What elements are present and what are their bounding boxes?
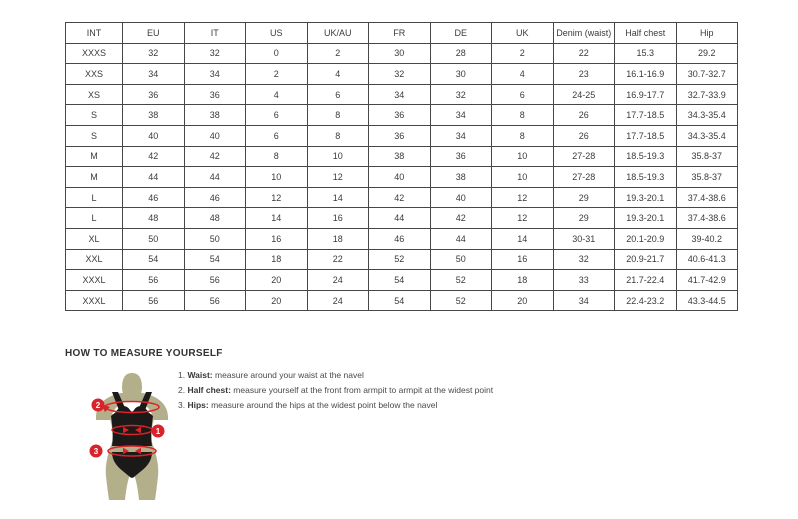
size-cell: 34 [123,64,185,85]
size-row [66,43,738,64]
size-cell: 4 [246,84,308,105]
column-header: Half chest [615,23,677,44]
size-cell: 54 [184,249,246,270]
size-row [66,64,738,85]
size-cell: 22 [553,43,615,64]
size-cell: 38 [430,167,492,188]
column-header: INT [66,23,123,44]
size-cell: 10 [492,146,554,167]
size-row [66,290,738,311]
step-text: measure yourself at the front from armpit to armpit at the widest point [230,385,494,395]
size-cell: 42 [369,187,431,208]
size-cell: 27-28 [553,167,615,188]
size-cell: 35.8-37 [676,146,738,167]
size-cell: 28 [430,43,492,64]
size-cell: 18 [492,270,554,291]
size-cell: 16.9-17.7 [615,84,677,105]
size-cell: 29 [553,208,615,229]
size-cell: 38 [123,105,185,126]
size-cell: 56 [184,270,246,291]
size-cell: 32.7-33.9 [676,84,738,105]
size-cell: 32 [369,64,431,85]
size-cell: S [66,125,123,146]
size-cell: 34 [184,64,246,85]
size-cell: 42 [123,146,185,167]
swimsuit-mannequin-illustration [85,370,188,504]
size-row [66,270,738,291]
column-header: FR [369,23,431,44]
size-cell: XXXS [66,43,123,64]
column-header: US [246,23,308,44]
size-cell: XXL [66,249,123,270]
size-cell: 34 [430,105,492,126]
size-cell: 16 [492,249,554,270]
size-cell: 24 [307,290,369,311]
size-cell: 8 [307,105,369,126]
step-label: Hips: [187,400,209,410]
size-cell: 36 [430,146,492,167]
size-cell: 46 [123,187,185,208]
column-header: Denim (waist) [553,23,615,44]
size-cell: 41.7-42.9 [676,270,738,291]
size-cell: S [66,105,123,126]
size-cell: 14 [492,228,554,249]
size-cell: 20 [246,270,308,291]
size-cell: 34 [369,84,431,105]
size-cell: 16 [246,228,308,249]
size-cell: 36 [123,84,185,105]
size-cell: 19.3-20.1 [615,187,677,208]
size-cell: L [66,187,123,208]
column-header: UK [492,23,554,44]
step-number: 3. [178,400,188,410]
size-cell: 30-31 [553,228,615,249]
size-cell: 23 [553,64,615,85]
measure-step [178,401,493,410]
size-cell: 43.3-44.5 [676,290,738,311]
size-cell: 56 [123,270,185,291]
size-cell: 8 [492,125,554,146]
step-number: 2. [178,385,188,395]
size-cell: 30 [369,43,431,64]
size-cell: 6 [246,125,308,146]
step-label: Half chest: [187,385,231,395]
size-cell: L [66,208,123,229]
size-cell: 32 [430,84,492,105]
size-cell: 33 [553,270,615,291]
size-cell: 34 [553,290,615,311]
size-cell: 16 [307,208,369,229]
size-row [66,187,738,208]
size-cell: 20 [492,290,554,311]
size-cell: 10 [246,167,308,188]
size-cell: 2 [246,64,308,85]
size-cell: 39-40.2 [676,228,738,249]
size-cell: 40 [123,125,185,146]
badge-waist-number: 1 [155,426,161,436]
size-cell: 46 [184,187,246,208]
size-cell: 35.8-37 [676,167,738,188]
size-row [66,105,738,126]
size-cell: 44 [123,167,185,188]
size-cell: 17.7-18.5 [615,125,677,146]
size-cell: 6 [246,105,308,126]
measure-steps [178,371,493,416]
column-header: Hip [676,23,738,44]
size-cell: 40 [184,125,246,146]
size-cell: 37.4-38.6 [676,187,738,208]
size-cell: 34.3-35.4 [676,125,738,146]
size-cell: XXS [66,64,123,85]
size-row [66,249,738,270]
size-cell: 52 [430,290,492,311]
size-cell: 40.6-41.3 [676,249,738,270]
size-cell: 56 [123,290,185,311]
header-row [66,23,738,44]
measurement-figure [85,370,188,504]
column-header: UK/AU [307,23,369,44]
size-chart-header [66,23,738,44]
size-cell: 36 [369,105,431,126]
size-cell: 42 [430,208,492,229]
step-number: 1. [178,370,188,380]
size-cell: 18.5-19.3 [615,146,677,167]
size-cell: 54 [369,290,431,311]
size-row [66,208,738,229]
size-cell: 21.7-22.4 [615,270,677,291]
size-cell: XXXL [66,270,123,291]
measure-section [65,348,725,508]
size-cell: 0 [246,43,308,64]
column-header: DE [430,23,492,44]
size-cell: 8 [246,146,308,167]
size-cell: 2 [307,43,369,64]
size-cell: 19.3-20.1 [615,208,677,229]
badge-hips-number: 3 [93,446,99,456]
size-cell: 10 [307,146,369,167]
size-cell: 24 [307,270,369,291]
size-cell: 16.1-16.9 [615,64,677,85]
size-cell: 27-28 [553,146,615,167]
size-cell: 20 [246,290,308,311]
column-header: IT [184,23,246,44]
size-cell: 30.7-32.7 [676,64,738,85]
size-cell: 44 [184,167,246,188]
size-cell: 48 [123,208,185,229]
size-cell: 29 [553,187,615,208]
size-cell: 54 [369,270,431,291]
size-cell: 18 [246,249,308,270]
size-cell: M [66,146,123,167]
size-chart-table [65,22,738,311]
size-cell: 40 [369,167,431,188]
size-cell: 24-25 [553,84,615,105]
column-header: EU [123,23,185,44]
size-row [66,84,738,105]
size-cell: 34 [430,125,492,146]
size-cell: 38 [184,105,246,126]
size-cell: 18 [307,228,369,249]
size-cell: 32 [123,43,185,64]
size-cell: 10 [492,167,554,188]
size-cell: 12 [492,187,554,208]
size-cell: 12 [307,167,369,188]
size-cell: 37.4-38.6 [676,208,738,229]
size-cell: 14 [307,187,369,208]
size-cell: 26 [553,105,615,126]
size-row [66,146,738,167]
step-text: measure around your waist at the navel [212,370,364,380]
size-cell: 12 [492,208,554,229]
size-cell: M [66,167,123,188]
size-cell: 18.5-19.3 [615,167,677,188]
badge-chest-number: 2 [95,400,101,410]
size-cell: XL [66,228,123,249]
size-cell: 20.1-20.9 [615,228,677,249]
size-cell: 38 [369,146,431,167]
size-cell: 44 [430,228,492,249]
measure-step [178,386,493,395]
size-cell: 52 [369,249,431,270]
size-cell: XS [66,84,123,105]
size-cell: 50 [123,228,185,249]
size-cell: 26 [553,125,615,146]
size-cell: 46 [369,228,431,249]
size-cell: 4 [492,64,554,85]
size-cell: 44 [369,208,431,229]
size-cell: 30 [430,64,492,85]
size-cell: 20.9-21.7 [615,249,677,270]
size-cell: 32 [553,249,615,270]
size-cell: 50 [184,228,246,249]
measure-step [178,371,493,380]
size-row [66,228,738,249]
size-cell: XXXL [66,290,123,311]
size-cell: 29.2 [676,43,738,64]
size-cell: 32 [184,43,246,64]
size-cell: 40 [430,187,492,208]
size-cell: 8 [492,105,554,126]
size-cell: 6 [492,84,554,105]
step-label: Waist: [187,370,213,380]
size-cell: 6 [307,84,369,105]
size-cell: 36 [184,84,246,105]
size-cell: 56 [184,290,246,311]
size-row [66,167,738,188]
size-cell: 48 [184,208,246,229]
size-row [66,125,738,146]
size-cell: 14 [246,208,308,229]
size-cell: 34.3-35.4 [676,105,738,126]
size-cell: 36 [369,125,431,146]
size-cell: 54 [123,249,185,270]
size-cell: 42 [184,146,246,167]
size-cell: 4 [307,64,369,85]
size-cell: 22 [307,249,369,270]
size-cell: 52 [430,270,492,291]
size-cell: 22.4-23.2 [615,290,677,311]
step-text: measure around the hips at the widest point below the navel [208,400,438,410]
size-cell: 2 [492,43,554,64]
size-cell: 50 [430,249,492,270]
size-cell: 12 [246,187,308,208]
size-cell: 8 [307,125,369,146]
size-cell: 17.7-18.5 [615,105,677,126]
measure-heading: HOW TO MEASURE YOURSELF [65,348,223,359]
size-cell: 15.3 [615,43,677,64]
